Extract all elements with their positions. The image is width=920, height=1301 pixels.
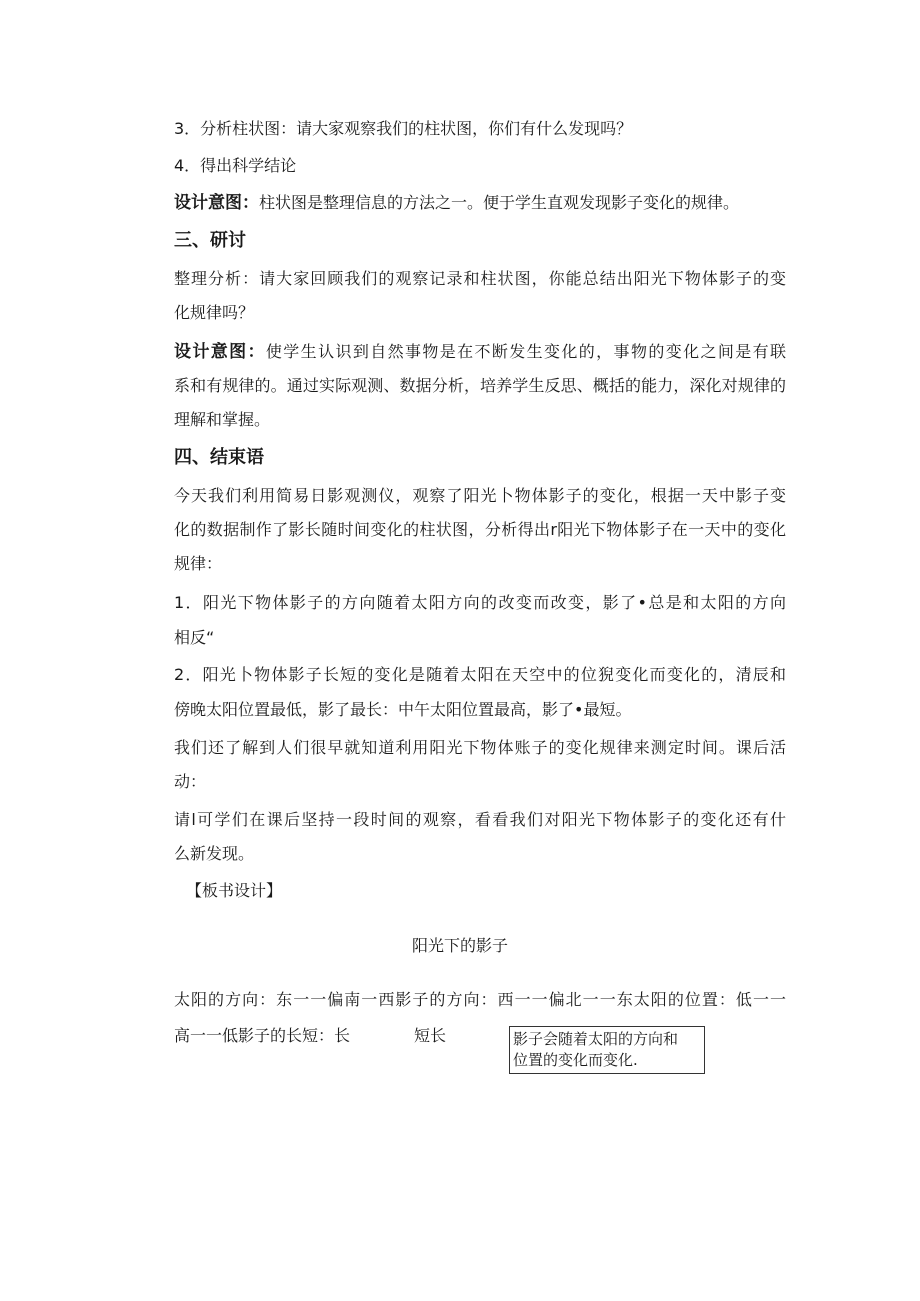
- analysis-line-1: 整理分析：请大家回顾我们的观察记录和柱状图，你能总结出阳光下物体影子的变: [174, 269, 786, 288]
- design-intent-text: 柱状图是整理信息的方法之一。便于学生直观发现影子变化的规律。: [259, 193, 740, 212]
- design-intent-label: 设计意图：: [174, 342, 266, 362]
- board-line-2b: 短长: [414, 1026, 447, 1045]
- after-class-line-2: 动：: [174, 772, 207, 791]
- design-intent-2-line-1: [174, 342, 786, 362]
- rule-2-line-2: 傍晚太阳位置最低，影了最长：中午太阳位置最高，影了•最短。: [174, 700, 632, 719]
- conclusion-line-3: 规律：: [174, 554, 223, 573]
- rule-2-line-1: 2．阳光卜物体影子长短的变化是随着太阳在天空中的位猊变化而变化的，清辰和: [174, 665, 786, 684]
- board-line-1: 太阳的方向：东一一偏南一西影子的方向：西一一偏北一一东太阳的位置：低一一: [174, 990, 786, 1009]
- design-intent-2-line-2: 系和有规律的。通过实际观测、数据分析，培养学生反思、概括的能力，深化对规律的: [174, 376, 786, 395]
- section-heading-conclusion: 四、结束语: [174, 447, 264, 468]
- design-intent-2-line-3: 理解和掌握。: [174, 410, 271, 429]
- board-summary-line-2: 位置的变化而变化.: [513, 1051, 638, 1069]
- rule-1-line-1: 1．阳光下物体影子的方向随着太阳方向的改变而改变，影了•总是和太阳的方向: [174, 593, 786, 612]
- step-3-text: 3．分析柱状图：请大家观察我们的柱状图，你们有什么发现吗？: [174, 119, 633, 138]
- design-intent-1: [174, 193, 739, 213]
- step-4-text: 4．得出科学结论: [174, 156, 297, 175]
- homework-line-2: 么新发现。: [174, 844, 255, 863]
- board-summary-line-1: 影子会随着太阳的方向和: [513, 1030, 679, 1048]
- design-intent-text: 使学生认识到自然事物是在不断发生变化的，事物的变化之间是有联: [265, 342, 786, 361]
- board-title: 阳光下的影子: [411, 936, 508, 955]
- design-intent-label: 设计意图：: [174, 193, 259, 213]
- analysis-line-2: 化规律吗？: [174, 303, 255, 322]
- conclusion-line-2: 化的数据制作了影长随时间变化的柱状图，分析得出r阳光下物体影子在一天中的变化: [174, 520, 786, 539]
- board-summary-box: [509, 1026, 705, 1074]
- board-line-2a: 高一一低影子的长短：长: [174, 1026, 351, 1045]
- after-class-line-1: 我们还了解到人们很早就知道利用阳光下物体账子的变化规律来测定时间。课后活: [174, 738, 786, 757]
- board-design-label: 【板书设计】: [186, 881, 283, 900]
- conclusion-line-1: 今天我们利用简易日影观测仪，观察了阳光卜物体影子的变化，根据一天中影子变: [174, 486, 786, 505]
- rule-1-line-2: 相反“: [174, 628, 215, 647]
- section-heading-discussion: 三、研讨: [174, 230, 246, 251]
- homework-line-1: 请l可学们在课后坚持一段时间的观察，看看我们对阳光下物体影子的变化还有什: [174, 810, 786, 829]
